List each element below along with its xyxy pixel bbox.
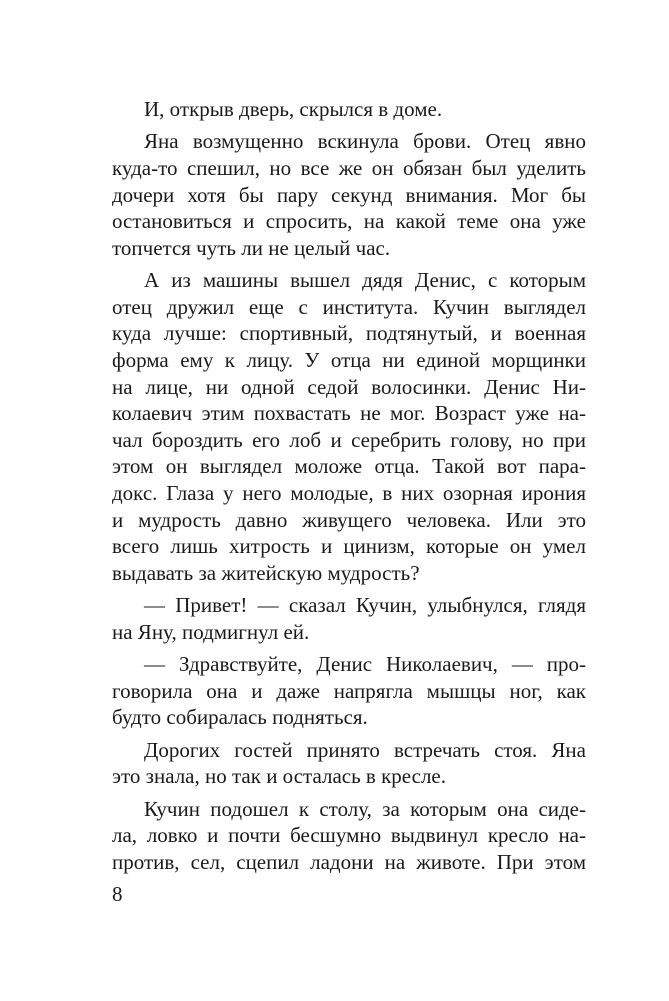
text-line: куда лучше: спортивный, подтянутый, и военная [112, 321, 586, 346]
text-line: это знала, но так и осталась в кресле. [112, 764, 447, 789]
page-number: 8 [112, 882, 123, 906]
text-line: — Здравствуйте, Денис Николаевич, — про- [144, 652, 586, 677]
text-line: говорила она и даже напрягла мышцы ног, как [112, 678, 586, 703]
text-line: форма ему к лицу. У отца ни единой морщинки [112, 347, 586, 372]
text-line: этом он выглядел моложе отца. Такой вот пара- [112, 454, 586, 479]
text-line: на лице, ни одной седой волосинки. Денис Ни- [112, 374, 586, 399]
text-line: отец дружил еще с института. Кучин выглядел [112, 294, 586, 319]
text-line: топчется чуть ли не целый час. [112, 235, 391, 260]
body-text [112, 96, 586, 875]
text-line: — Привет! — сказал Кучин, улыбнулся, глядя [144, 593, 586, 618]
text-line: против, сел, сцепил ладони на животе. При этом [112, 849, 586, 874]
text-line: будто собиралась подняться. [112, 705, 368, 730]
text-line: Яна возмущенно вскинула брови. Отец явно [144, 129, 586, 154]
text-line: всего лишь хитрость и цинизм, которые он умел [112, 534, 586, 559]
text-line: дочери хотя бы пару секунд внимания. Мог бы [112, 182, 586, 207]
text-line: докс. Глаза у него молодые, в них озорная ирония [112, 480, 586, 505]
text-line: выдавать за житейскую мудрость? [112, 560, 420, 585]
text-line: куда-то спешил, но все же он обязан был уделить [112, 155, 586, 180]
text-line: И, открыв дверь, скрылся в доме. [144, 97, 443, 121]
text-line: на Яну, подмигнул ей. [112, 619, 310, 644]
text-line: Дорогих гостей принято встречать стоя. Яна [144, 737, 586, 762]
text-line: остановиться и спросить, на какой теме она уже [112, 209, 586, 234]
text-line: А из машины вышел дядя Денис, с которым [144, 268, 586, 293]
text-line: колаевич этим похвастать не мог. Возраст уже на- [112, 401, 586, 426]
text-line: ла, ловко и почти бесшумно выдвинул кресло на- [112, 823, 586, 848]
text-line: Кучин подошел к столу, за которым она сиде- [144, 796, 586, 821]
text-line: и мудрость давно живущего человека. Или это [112, 507, 586, 532]
text-line: чал бороздить его лоб и серебрить голову, но при [112, 427, 586, 452]
